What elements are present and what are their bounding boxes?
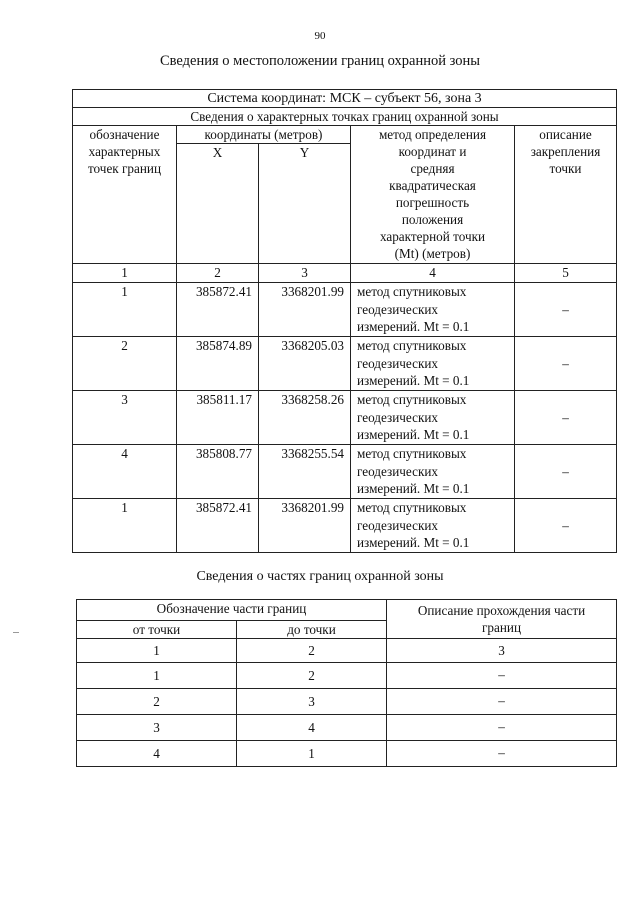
point-id: 2 xyxy=(73,337,177,391)
header-x: X xyxy=(177,144,259,264)
header-part-designation: Обозначение части границ xyxy=(77,600,387,621)
header-coordinates: координаты (метров) xyxy=(177,126,351,144)
coord-y: 3368201.99 xyxy=(259,283,351,337)
to-point: 1 xyxy=(237,741,387,767)
to-point: 4 xyxy=(237,715,387,741)
fixation-description: – xyxy=(515,391,617,445)
table-row xyxy=(73,499,617,553)
from-point: 2 xyxy=(77,689,237,715)
points-caption: Сведения о характерных точках границ охранной зоны xyxy=(73,108,617,126)
header-description: описание закрепления точки xyxy=(515,126,617,264)
coord-x: 385872.41 xyxy=(177,283,259,337)
method-text: метод спутниковых геодезических измерений. Mt = 0.1 xyxy=(351,499,515,553)
fixation-description: – xyxy=(515,445,617,499)
from-point: 4 xyxy=(77,741,237,767)
header-from-point: от точки xyxy=(77,621,237,639)
coord-y: 3368258.26 xyxy=(259,391,351,445)
fixation-description: – xyxy=(515,337,617,391)
table-row xyxy=(77,689,617,715)
to-point: 2 xyxy=(237,639,387,663)
coord-y: 3368255.54 xyxy=(259,445,351,499)
coord-x: 385872.41 xyxy=(177,499,259,553)
from-point: 1 xyxy=(77,663,237,689)
method-text: метод спутниковых геодезических измерений. Mt = 0.1 xyxy=(351,391,515,445)
table-row xyxy=(73,445,617,499)
part-description: 3 xyxy=(387,639,617,663)
table-row xyxy=(73,337,617,391)
header-y: Y xyxy=(259,144,351,264)
point-id: 4 xyxy=(73,445,177,499)
part-description: – xyxy=(387,663,617,689)
table-row xyxy=(77,715,617,741)
document-title: Сведения о местоположении границ охранной зоны xyxy=(159,53,480,69)
part-description: – xyxy=(387,715,617,741)
header-designation: обозначение характерных точек границ xyxy=(73,126,177,264)
parts-section-title: Сведения о частях границ охранной зоны xyxy=(196,569,444,584)
coordinate-system-caption: Система координат: МСК – субъект 56, зона 3 xyxy=(73,90,617,108)
fixation-description: – xyxy=(515,499,617,553)
column-number: 2 xyxy=(177,264,259,283)
header-part-description: Описание прохождения части границ xyxy=(387,600,617,639)
from-point: 1 xyxy=(77,639,237,663)
to-point: 2 xyxy=(237,663,387,689)
table-row xyxy=(73,283,617,337)
method-text: метод спутниковых геодезических измерений. Mt = 0.1 xyxy=(351,283,515,337)
table-row xyxy=(77,663,617,689)
point-id: 1 xyxy=(73,499,177,553)
header-method: метод определения координат и средняя квадратическая погрешность положения характерной точки (Mt) (метров) xyxy=(351,126,515,264)
method-text: метод спутниковых геодезических измерений. Mt = 0.1 xyxy=(351,337,515,391)
coord-x: 385808.77 xyxy=(177,445,259,499)
coord-y: 3368205.03 xyxy=(259,337,351,391)
point-id: 3 xyxy=(73,391,177,445)
point-id: 1 xyxy=(73,283,177,337)
column-number: 5 xyxy=(515,264,617,283)
table-row xyxy=(73,391,617,445)
to-point: 3 xyxy=(237,689,387,715)
from-point: 3 xyxy=(77,715,237,741)
coord-x: 385874.89 xyxy=(177,337,259,391)
part-description: – xyxy=(387,741,617,767)
coord-y: 3368201.99 xyxy=(259,499,351,553)
part-description: – xyxy=(387,689,617,715)
margin-mark xyxy=(13,632,19,633)
column-number: 3 xyxy=(259,264,351,283)
coordinates-table xyxy=(72,89,617,553)
column-number: 4 xyxy=(351,264,515,283)
method-text: метод спутниковых геодезических измерений. Mt = 0.1 xyxy=(351,445,515,499)
table-row xyxy=(77,741,617,767)
column-number: 1 xyxy=(73,264,177,283)
table-row xyxy=(77,639,617,663)
page-number: 90 xyxy=(314,30,326,42)
header-to-point: до точки xyxy=(237,621,387,639)
coord-x: 385811.17 xyxy=(177,391,259,445)
fixation-description: – xyxy=(515,283,617,337)
boundary-parts-table xyxy=(76,599,617,767)
